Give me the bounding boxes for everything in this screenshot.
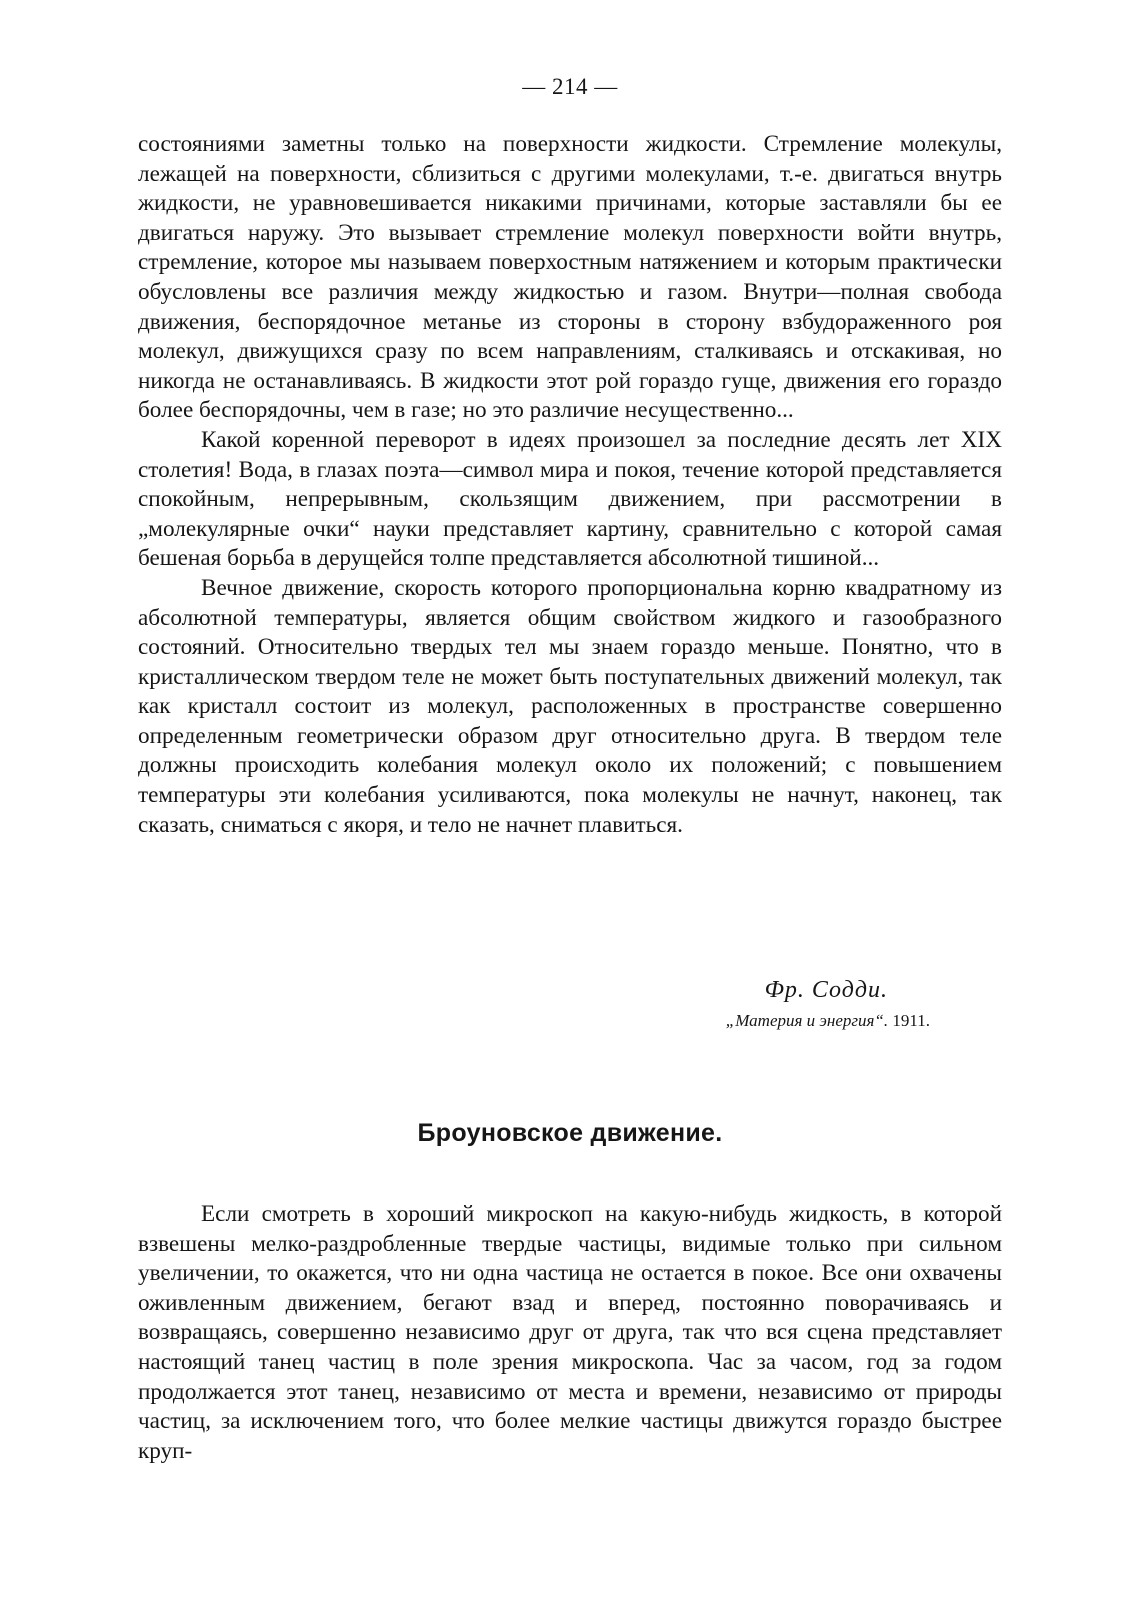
source-citation [726,1011,930,1031]
paragraph: Какой коренной переворот в идеях произошел за последние десять лет XIX столетия! Вода, в глазах поэта—символ мира и покоя, течение которой представляется спокойным, непрерывным, скользящим движением, при рассмотрении в „молекулярные очки“ науки представляет картину, сравнительно с которой самая бешеная борьба в дерущейся толпе представляется абсолютной тишиной... [138,426,1002,572]
page-number: — 214 — [522,74,618,99]
paragraph: Вечное движение, скорость которого пропорциональна корню квадратному из абсолютной температуры, является общим свойством жидкого и газообразного состояний. Относительно твердых тел мы знаем гораздо меньше. Понятно, что в кристаллическом твердом теле не может быть поступательных движений молекул, так как кристалл состоит из молекул, расположенных в пространстве совершенно определенным геометрически образом друг относительно друга. В твердом теле должны происходить колебания молекул около их положений; с повышением температуры эти колебания усиливаются, пока молекулы не начнут, наконец, так сказать, сниматься с якоря, и тело не начнет плавиться. [138,574,1002,838]
author-signature: Фр. Содди. [764,977,888,1003]
section-text-block [138,1200,1002,1466]
section-heading: Броуновское движение. [417,1119,723,1147]
source-year: 1911. [892,1011,930,1030]
paragraph-continued: состояниями заметны только на поверхности жидкости. Стремление молекулы, лежащей на поверхности, сблизиться с другими молекулами, т.-е. двигаться внутрь жидкости, не уравновешивается никакими причинами, которые заставляли бы ее двигаться наружу. Это вызывает стремление молекул поверхности войти внутрь, стремление, которое мы называем поверхостным натяжением и которым практически обусловлены все различия между жидкостью и газом. Внутри—полная свобода движения, беспорядочное метанье из стороны в сторону взбудораженного роя молекул, движущихся сразу по всем направлениям, сталкиваясь и отскакивая, но никогда не останавливаясь. В жидкости этот рой гораздо гуще, движения его гораздо более беспорядочны, чем в газе; но это различие несущественно... [138,131,1002,424]
paragraph: Если смотреть в хороший микроскоп на какую-нибудь жидкость, в которой взвешены мелко-раздробленные твердые частицы, видимые только при сильном увеличении, то окажется, что ни одна частица не остается в покое. Все они охвачены оживленным движением, бегают взад и вперед, постоянно поворачиваясь и возвращаясь, совершенно независимо друг от друга, так что вся сцена представляет настоящий танец частиц в поле зрения микроскопа. Час за часом, год за годом продолжается этот танец, независимо от места и времени, независимо от природы частиц, за исключением того, что более мелкие частицы движутся гораздо быстрее круп- [138,1201,1002,1464]
source-title: „Материя и энергия“. [725,1011,889,1030]
quoted-text-block [138,130,1002,840]
